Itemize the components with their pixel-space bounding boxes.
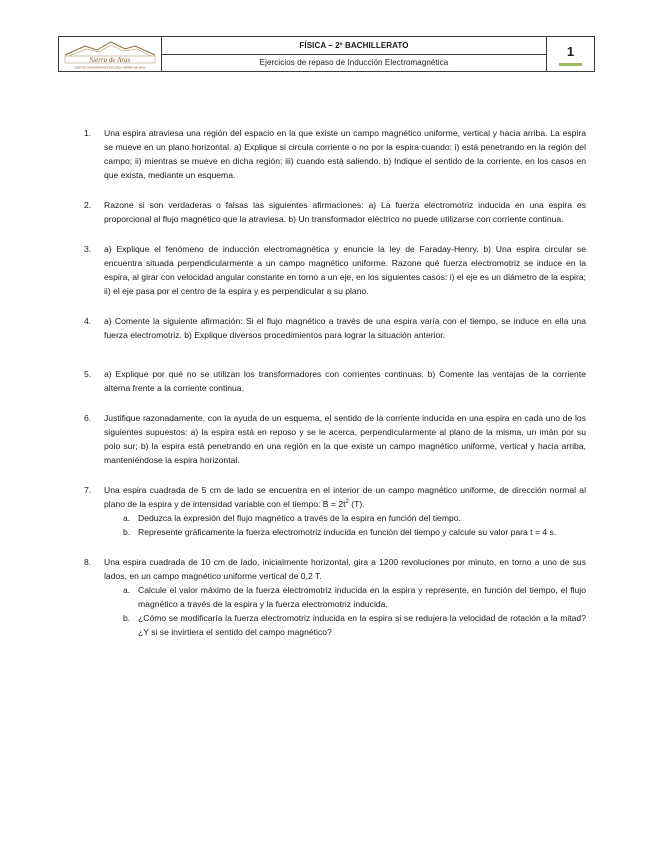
question-text-tail: (T). xyxy=(348,499,365,509)
part-letter: a. xyxy=(123,585,131,595)
question-text: Justifique razonadamente, con la ayuda de un esquema, el sentido de la corriente inducida en una espira en cada uno de los siguientes supuestos: a) la espira está en reposo y se le acerca, perpendicularmente al plano de la misma, un imán por su polo sur; b) la espira está penetrando en una región en la que existe un campo magnético uniforme, vertical y hacia arriba, manteniéndose la espira horizontal. xyxy=(104,413,586,465)
part-letter: b. xyxy=(123,613,131,623)
question-part xyxy=(123,525,586,539)
question-number: 5. xyxy=(84,369,92,379)
question-number: 8. xyxy=(84,557,92,567)
question-5 xyxy=(84,367,586,395)
header-subject: FÍSICA – 2º BACHILLERATO xyxy=(162,37,546,55)
question-part xyxy=(123,611,586,639)
question-number: 1. xyxy=(84,128,92,138)
page-accent-bar xyxy=(559,63,582,66)
question-text: Una espira atraviesa una región del espacio en la que existe un campo magnético uniforme, vertical y hacia arriba. La espira se mueve en un plano horizontal. a) Explique si circula corriente o no por la espira cuando: i) está penetrando en la región del campo; ii) mientras se mueve en dicha región; iii) cuando está saliendo. b) Indique el sentido de la corriente, en los casos en que exista, mediante un esquema. xyxy=(104,128,586,180)
question-text: Una espira cuadrada de 10 cm de lado, inicialmente horizontal, gira a 1200 revoluciones por minuto, en torno a uno de sus lados, en un campo magnético uniforme vertical de 0,2 T. xyxy=(104,557,586,581)
question-2 xyxy=(84,198,586,226)
mountain-logo-icon xyxy=(63,39,157,71)
question-number: 2. xyxy=(84,200,92,210)
question-text: Una espira cuadrada de 5 cm de lado se encuentra en el interior de un campo magnético uniforme, de dirección normal al plano de la espira y de intensidad variable con el tiempo: B = 2t xyxy=(104,485,586,509)
part-letter: b. xyxy=(123,527,131,537)
page-header xyxy=(58,36,595,72)
question-number: 7. xyxy=(84,485,92,495)
question-text: Razone si son verdaderas o falsas las siguientes afirmaciones: a) La fuerza electromotriz inducida en una espira es proporcional al flujo magnético que la atraviesa. b) Un transformador eléctrico no puede utilizarse con corriente continua. xyxy=(104,200,586,224)
part-text: Deduzca la expresión del flujo magnético a través de la espira en función del tiempo. xyxy=(138,513,461,523)
page-number-box xyxy=(547,37,594,71)
part-text: ¿Cómo se modificaría la fuerza electromotriz inducida en la espira si se redujera la velocidad de rotación a la mitad? ¿Y si se invirtiera el sentido del campo magnético? xyxy=(138,613,586,637)
exercise-list xyxy=(84,126,586,639)
question-part xyxy=(123,511,586,525)
header-topic: Ejercicios de repaso de Inducción Electromagnética xyxy=(259,58,449,68)
question-text: a) Explique por qué no se utilizan los transformadores con corrientes continuas. b) Comente las ventajas de la corriente alterna frente a la corriente continua. xyxy=(104,369,586,393)
logo-subtext: CENTRO DE ENSEÑANZA ESCUELA SIERRA DE ARAS xyxy=(74,65,146,70)
part-text: Represente gráficamente la fuerza electromotriz inducida en función del tiempo y calcule su valor para t = 4 s. xyxy=(138,527,557,537)
part-text: Calcule el valor máximo de la fuerza electromotriz inducida en la espira y represente, en función del tiempo, el flujo magnético a través de la espira y la fuerza electromotriz inducida. xyxy=(138,585,586,609)
question-1 xyxy=(84,126,586,182)
logo-wordmark: Sierra de Aras xyxy=(89,56,131,64)
question-6 xyxy=(84,411,586,467)
page-number: 1 xyxy=(566,44,575,59)
question-text: a) Explique el fenómeno de inducción electromagnética y enuncie la ley de Faraday-Henry. b) Una espira circular se encuentra situada perpendicularmente a un campo magnético uniforme. Razone qué fuerza electromotriz se induce en la espira, al girar con velocidad angular constante en torno a un eje, en los siguientes casos: i) el eje es un diámetro de la espira; ii) el eje pasa por el centro de la espira y es perpendicular a su plano. xyxy=(104,244,586,296)
question-number: 6. xyxy=(84,413,92,423)
question-7 xyxy=(84,483,586,539)
question-4 xyxy=(84,314,586,342)
superscript: 2 xyxy=(345,499,349,506)
question-text: a) Comente la siguiente afirmación: Si el flujo magnético a través de una espira varía con el tiempo, se induce en ella una fuerza electromotriz. b) Explique diversos procedimientos para lograr la situación anterior. xyxy=(104,316,586,340)
part-letter: a. xyxy=(123,513,131,523)
question-number: 4. xyxy=(84,316,92,326)
question-3 xyxy=(84,242,586,298)
question-8 xyxy=(84,555,586,639)
school-logo xyxy=(59,37,162,71)
question-number: 3. xyxy=(84,244,92,254)
question-part xyxy=(123,583,586,611)
